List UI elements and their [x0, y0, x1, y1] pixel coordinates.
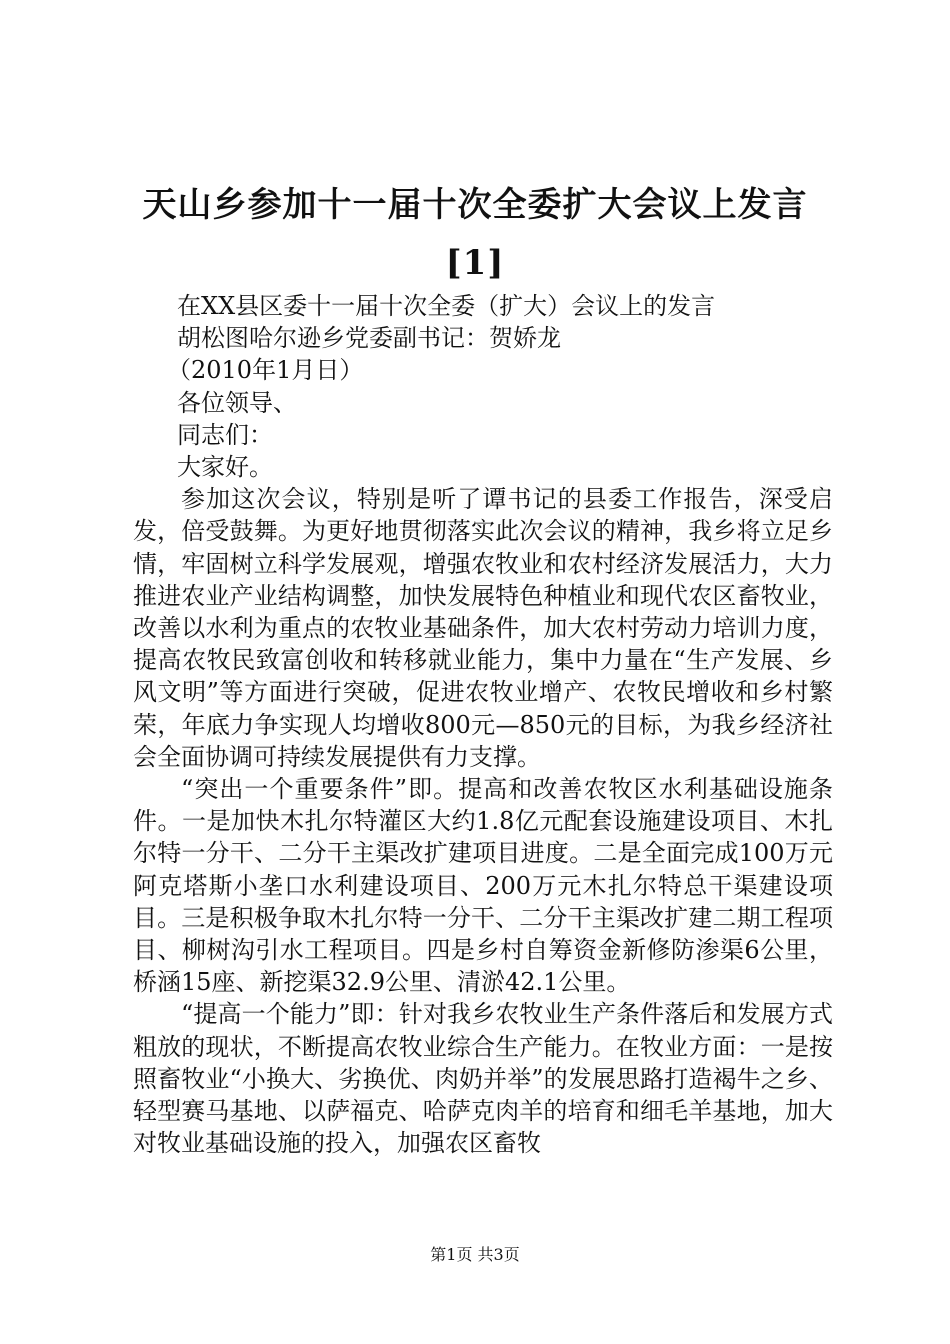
title-line-2: [1] [445, 243, 505, 283]
document-title [100, 176, 850, 292]
greeting-leaders: 各位领导、 [177, 388, 297, 417]
title-line-1: 天山乡参加十一届十次全委扩大会议上发言 [142, 185, 808, 225]
greeting-hello: 大家好。 [177, 453, 273, 482]
paragraph-intro: 参加这次会议，特别是听了谭书记的县委工作报告，深受启发，倍受鼓舞。为更好地贯彻落实此次会议的精神，我乡将立足乡情，牢固树立科学发展观，增强农牧业和农村经济发展活力，大力推进农业产业结构调整，加快发展特色种植业和现代农区畜牧业，改善以水利为重点的农牧业基础条件，加大农村劳动力培训力度，提高农牧民致富创收和转移就业能力，集中力量在“生产发展、乡风文明”等方面进行突破，促进农牧业增产、农牧民增收和乡村繁荣，年底力争实现人均增收800元—850元的目标，为我乡经济社会全面协调可持续发展提供有力支撑。 [133, 485, 833, 771]
speech-subtitle: 在XX县区委十一届十次全委（扩大）会议上的发言 [177, 292, 716, 320]
paragraph-water-conservancy: “突出一个重要条件”即。提高和改善农牧区水利基础设施条件。一是加快木扎尔特灌区大约1.8亿元配套设施建设项目、木扎尔特一分干、二分干主渠改扩建项目进度。二是全面完成100万元阿克塔斯小垄口水利建设项目、200万元木扎尔特总干渠建设项目。三是积极争取木扎尔特一分干、二分干主渠改扩建二期工程项目、柳树沟引水工程项目。四是乡村自筹资金新修防渗渠6公里，桥涵15座、新挖渠32.9公里、清淤42.1公里。 [133, 775, 833, 997]
greeting-comrades: 同志们： [177, 420, 273, 449]
paragraph-production-capacity: “提高一个能力”即：针对我乡农牧业生产条件落后和发展方式粗放的现状，不断提高农牧业综合生产能力。在牧业方面：一是按照畜牧业“小换大、劣换优、肉奶并举”的发展思路打造褐牛之乡、轻型赛马基地、以萨福克、哈萨克肉羊的培育和细毛羊基地，加大对牧业基础设施的投入，加强农区畜牧 [133, 1000, 833, 1158]
date-line: （2010年1月日） [167, 356, 364, 385]
speaker-line: 胡松图哈尔逊乡党委副书记：贺娇龙 [177, 324, 561, 353]
document-body [133, 290, 833, 1159]
page-footer: 第1页 共3页 [430, 1245, 520, 1264]
